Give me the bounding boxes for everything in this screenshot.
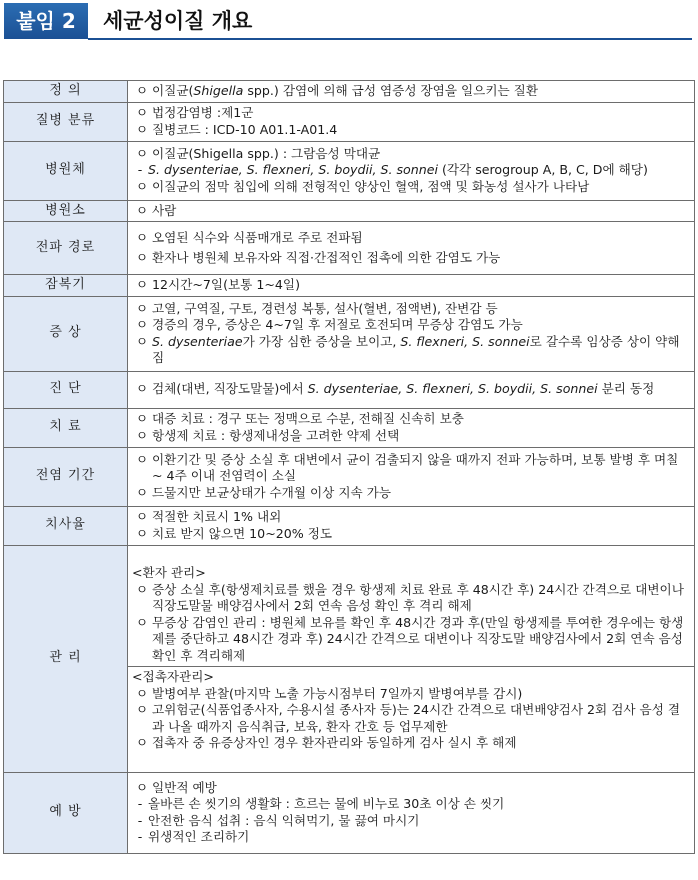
row-label-contagious: 전염 기간 [4, 447, 128, 506]
table-row-transmission [4, 222, 695, 275]
contact-management-heading: <접촉자관리> [132, 669, 214, 685]
row-label-transmission: 전파 경로 [4, 222, 128, 275]
row-content-fatality: ㅇ 적절한 치료시 1% 내외 ㅇ 치료 받지 않으면 10~20% 정도 [128, 506, 695, 545]
row-content-pathogen: ㅇ 이질균(Shigella spp.) : 그람음성 막대균 - S. dysenteriae, S. flexneri, S. boydii, S. sonnei (각각 serogroup A, B, C, D에 해당) ㅇ 이질균의 점막 침입에 의해 전형적인 양상인 혈액, 점액 및 화농성 설사가 나타남 [128, 141, 695, 200]
document-header [0, 0, 698, 44]
row-label-symptoms: 증 상 [4, 296, 128, 371]
row-content-diagnosis: ㅇ 검체(대변, 직장도말물)에서 S. dysenteriae, S. flexneri, S. boydii, S. sonnei 분리 동정 [128, 371, 695, 408]
table-row-contagious [4, 447, 695, 506]
table-row-prevention [4, 772, 695, 853]
overview-table [3, 80, 695, 854]
row-content-definition: ㅇ 이질균(Shigella spp.) 감염에 의해 급성 염증성 장염을 일으키는 질환 [128, 81, 695, 103]
row-label-diagnosis: 진 단 [4, 371, 128, 408]
table-row-symptoms [4, 296, 695, 371]
table-row-incubation [4, 275, 695, 297]
row-label-prevention: 예 방 [4, 772, 128, 853]
table-row-diagnosis [4, 371, 695, 408]
row-content-contagious: ㅇ 이환기간 및 증상 소실 후 대변에서 균이 검출되지 않을 때까지 전파 가능하며, 보통 발병 후 며칠 ~ 4주 이내 전염력이 소실 ㅇ 드물지만 보균상태가 수개월 이상 지속 가능 [128, 447, 695, 506]
row-content-reservoir: ㅇ 사람 [128, 200, 695, 222]
row-label-definition: 정 의 [4, 81, 128, 103]
row-content-symptoms: ㅇ 고열, 구역질, 구토, 경련성 복통, 설사(혈변, 점액변), 잔변감 등 ㅇ 경증의 경우, 증상은 4~7일 후 저절로 호전되며 무증상 감염도 가능 ㅇ S. dysenteriae가 가장 심한 증상을 보이고, S. flexneri, S. sonnei로 갈수록 임상증 상이 약해짐 [128, 296, 695, 371]
table-row-fatality [4, 506, 695, 545]
table-row-treatment [4, 408, 695, 447]
table-row-management [4, 545, 695, 772]
patient-management-heading: <환자 관리> [132, 565, 206, 581]
page-title: 세균성이질 개요 [103, 9, 253, 33]
row-content-transmission: ㅇ 오염된 식수와 식품매개로 주로 전파됨 ㅇ 환자나 병원체 보유자와 직접·간접적인 접촉에 의한 감염도 가능 [128, 222, 695, 275]
row-label-incubation: 잠복기 [4, 275, 128, 297]
table-row-pathogen [4, 141, 695, 200]
row-label-fatality: 치사율 [4, 506, 128, 545]
row-label-reservoir: 병원소 [4, 200, 128, 222]
table-row-definition [4, 81, 695, 103]
row-content-prevention: ㅇ 일반적 예방 - 올바른 손 씻기의 생활화 : 흐르는 물에 비누로 30초 이상 손 씻기 - 안전한 음식 섭취 : 음식 익혀먹기, 물 끓여 마시기 - 위생적인 조리하기 [128, 772, 695, 853]
row-label-pathogen: 병원체 [4, 141, 128, 200]
appendix-tag: 붙임 2 [4, 3, 88, 39]
row-content-classification: ㅇ 법정감염병 :제1군 ㅇ 질병코드 : ICD-10 A01.1-A01.4 [128, 102, 695, 141]
row-content-management: <환자 관리> ㅇ 증상 소실 후(항생제치료를 했을 경우 항생제 치료 완료 후 48시간 후) 24시간 간격으로 대변이나 직장도말물 배양검사에서 2회 연속 음성 확인 후 격리 해제 ㅇ 무증상 감염인 관리 : 병원체 보유를 확인 후 48시간 경과 후(만일 항생제를 투여한 경우에는 항생제를 중단하고 48시간 경과 후) 24시간 간격으로 대변이나 직장도말 배양검사에서 2회 연속 음성 확인 후 격리해제 <접촉자관리> ㅇ 발병여부 관찰(마지막 노출 가능시점부터 7일까지 발병여부를 감시) ㅇ 고위험군(식품업종사자, 수용시설 종사자 등)는 24시간 간격으로 대변배양검사 2회 검사 음성 결과 나올 때까지 음식취급, 보육, 환자 간호 등 업무제한 ㅇ 접촉자 중 유증상자인 경우 환자관리와 동일하게 검사 실시 후 해제 [128, 545, 695, 772]
table-row-classification [4, 102, 695, 141]
table-row-reservoir [4, 200, 695, 222]
header-underline [88, 38, 692, 40]
row-label-classification: 질병 분류 [4, 102, 128, 141]
row-label-treatment: 치 료 [4, 408, 128, 447]
row-content-incubation: ㅇ 12시간~7일(보통 1~4일) [128, 275, 695, 297]
row-content-treatment: ㅇ 대증 치료 : 경구 또는 정맥으로 수분, 전해질 신속히 보충 ㅇ 항생제 치료 : 항생제내성을 고려한 약제 선택 [128, 408, 695, 447]
row-label-management: 관 리 [4, 545, 128, 772]
